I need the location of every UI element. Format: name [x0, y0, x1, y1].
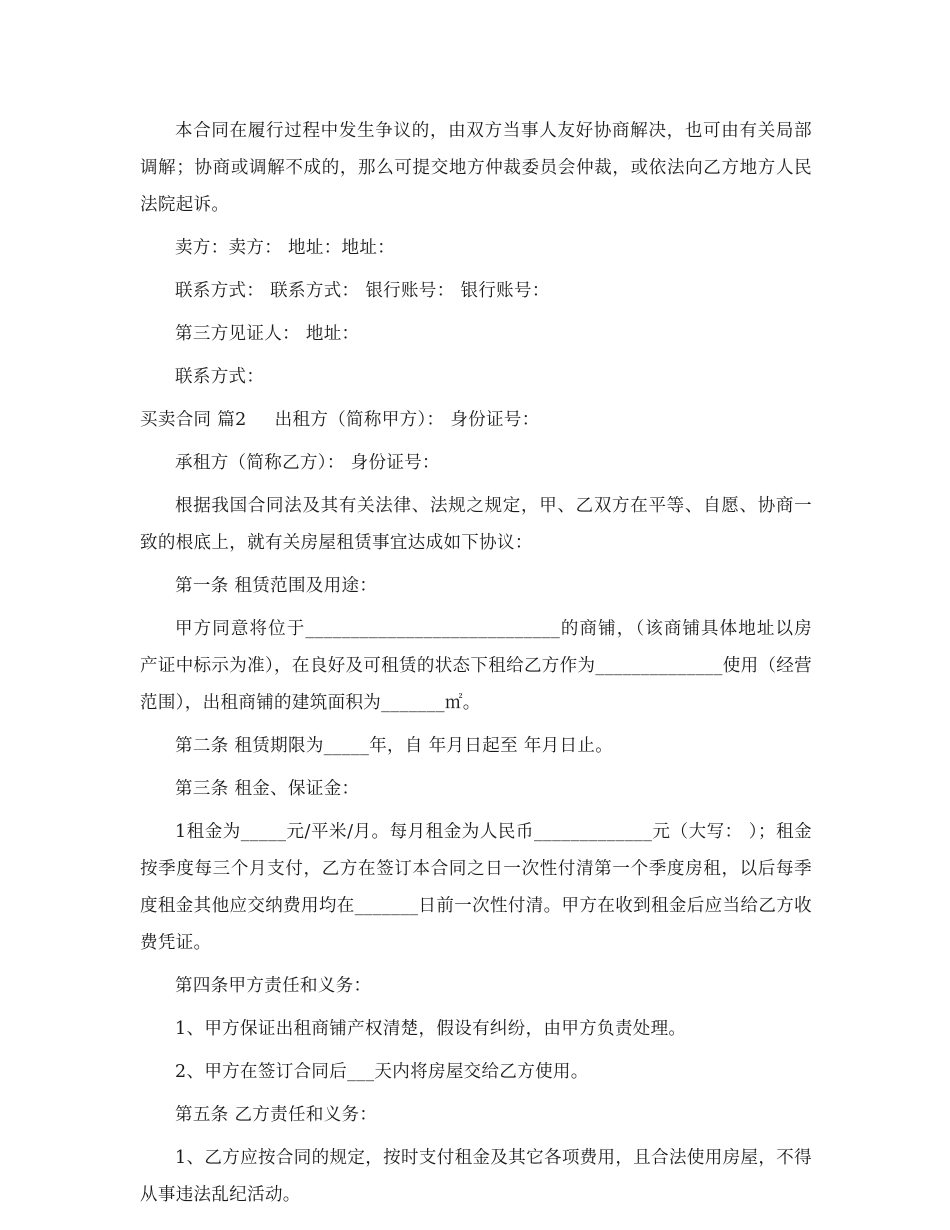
- paragraph-seller-info: 卖方：卖方： 地址：地址：: [175, 238, 396, 258]
- paragraph-legal-basis: 根据我国合同法及其有关法律、法规之规定，甲、乙双方在平等、自愿、协商一致的根底上，就有关房屋租赁事宜达成如下协议：: [140, 496, 812, 553]
- section-heading-line: [140, 402, 812, 439]
- article-4-item-2: 2、甲方在签订合同后___天内将房屋交给乙方使用。: [175, 1062, 589, 1082]
- document-body: [140, 113, 812, 1220]
- article-1-heading: 第一条 租赁范围及用途：: [175, 576, 378, 596]
- article-5-heading: 第五条 乙方责任和义务：: [175, 1105, 378, 1125]
- article-3-body: 1租金为_____元/平米/月。每月租金为人民币_____________元（大写： ）；租金按季度每三个月支付，乙方在签订本合同之日一次性付清第一个季度房租，以后每季度租金其他应交纳费用均在_______日前一次性付清。甲方在收到租金后应当给乙方收费凭证。: [140, 822, 812, 953]
- article-1-body: 甲方同意将位于____________________________的商铺，（该商铺具体地址以房产证中标示为准），在良好及可租赁的状态下租给乙方作为______________使用（经营范围），出租商铺的建筑面积为_______㎡。: [140, 619, 812, 713]
- lessor-line: 出租方（简称甲方）： 身份证号：: [274, 410, 540, 430]
- paragraph-contact-bank: 联系方式： 联系方式： 银行账号： 银行账号：: [175, 281, 550, 301]
- article-3-heading: 第三条 租金、保证金：: [175, 779, 360, 799]
- paragraph-dispute-resolution: 本合同在履行过程中发生争议的，由双方当事人友好协商解决，也可由有关局部调解；协商或调解不成的，那么可提交地方仲裁委员会仲裁，或依法向乙方地方人民法院起诉。: [140, 121, 812, 215]
- article-4-item-1: 1、甲方保证出租商铺产权清楚，假设有纠纷，由甲方负责处理。: [175, 1019, 687, 1039]
- article-4-heading: 第四条甲方责任和义务：: [175, 976, 372, 996]
- article-5-item-1: 1、乙方应按合同的规定，按时支付租金及其它各项费用，且合法使用房屋，不得从事违法乱纪活动。: [140, 1148, 812, 1205]
- article-2-term: 第二条 租赁期限为_____年，自 年月日起至 年月日止。: [175, 736, 614, 756]
- paragraph-lessee: 承租方（简称乙方）： 身份证号：: [175, 453, 440, 473]
- paragraph-witness: 第三方见证人： 地址：: [175, 324, 360, 344]
- section-title: 买卖合同 篇2: [140, 410, 247, 430]
- paragraph-witness-contact: 联系方式：: [175, 367, 265, 387]
